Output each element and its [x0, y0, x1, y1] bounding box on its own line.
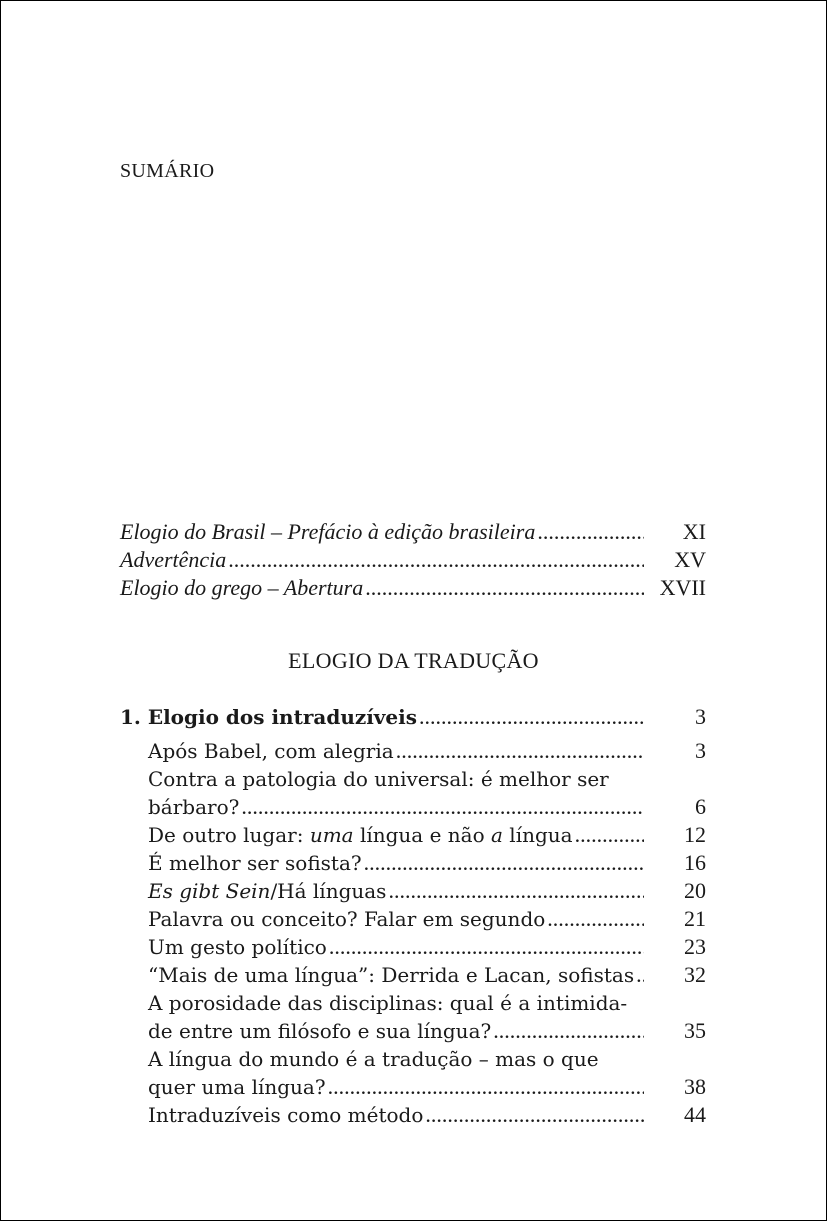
dot-leader	[425, 1101, 644, 1129]
toc-entry[interactable]	[120, 933, 706, 961]
toc-entry-title: Es gibt Sein/Há línguas	[148, 879, 387, 903]
toc-entry-title: Elogio do grego – Abertura	[120, 575, 364, 600]
dot-leader	[537, 518, 644, 546]
toc-entry-title: Elogio do Brasil – Prefácio à edição brasileira	[120, 519, 536, 544]
toc-entry-title: É melhor ser sofista?	[148, 851, 362, 875]
toc-entry[interactable]	[120, 1101, 706, 1129]
toc-entry-page: 6	[695, 794, 706, 819]
toc-entry-title-line: A porosidade das disciplinas: qual é a intimida-	[148, 991, 628, 1015]
toc-entry[interactable]	[120, 905, 706, 933]
dot-leader	[328, 1073, 644, 1101]
toc-entry-title: Palavra ou conceito? Falar em segundo	[148, 907, 546, 931]
toc-entry-page: 21	[684, 906, 706, 931]
section-heading: ELOGIO DA TRADUÇÃO	[288, 648, 539, 673]
toc-entry-page: 20	[684, 878, 706, 903]
dot-leader	[575, 821, 644, 849]
dot-leader	[547, 905, 644, 933]
toc-entry-page: 35	[684, 1018, 706, 1043]
toc-entry[interactable]	[120, 849, 706, 877]
dot-leader	[241, 793, 644, 821]
toc-entry-page: 12	[684, 822, 706, 847]
chapter-title: 1. Elogio dos intraduzíveis	[120, 705, 418, 729]
dot-leader	[388, 877, 644, 905]
toc-entry[interactable]	[120, 877, 706, 905]
dot-leader	[364, 849, 644, 877]
toc-entry-title: De outro lugar: uma língua e não a língua	[148, 823, 573, 847]
toc-entry-title: Intraduzíveis como método	[148, 1103, 424, 1127]
toc-entry-page: 32	[684, 962, 706, 987]
toc-entry-page: XV	[674, 547, 706, 572]
toc-entry-title: “Mais de uma língua”: Derrida e Lacan, sofistas	[148, 963, 635, 987]
front-matter-list	[120, 518, 706, 602]
dot-leader	[493, 1017, 644, 1045]
page-title: SUMÁRIO	[120, 160, 215, 182]
toc-entry[interactable]	[120, 546, 706, 574]
dot-leader	[329, 933, 644, 961]
dot-leader	[365, 574, 644, 602]
chapter-toc	[120, 703, 706, 1129]
toc-entry-page: XI	[682, 519, 706, 544]
toc-entry-title-line: A língua do mundo é a tradução – mas o que	[148, 1047, 599, 1071]
toc-entry[interactable]	[120, 821, 706, 849]
toc-entry-page: XVII	[659, 575, 706, 600]
toc-entry-title: Advertência	[120, 547, 227, 572]
dot-leader	[396, 737, 644, 765]
toc-entry[interactable]	[120, 961, 706, 989]
toc-entry[interactable]	[120, 1045, 706, 1101]
dot-leader	[419, 703, 644, 731]
toc-entry[interactable]	[120, 737, 706, 765]
chapter-entry[interactable]	[120, 703, 706, 731]
toc-entry-page: 3	[695, 738, 706, 763]
toc-entry-title: Um gesto político	[148, 935, 327, 959]
toc-entry-title-line: Contra a patologia do universal: é melhor ser	[148, 767, 609, 791]
toc-entry-title: de entre um filósofo e sua língua?	[148, 1019, 492, 1043]
toc-entry-title: Após Babel, com alegria	[148, 739, 394, 763]
toc-entry[interactable]	[120, 518, 706, 546]
toc-entry[interactable]	[120, 989, 706, 1045]
toc-entry-page: 16	[684, 850, 706, 875]
toc-entry-page: 23	[684, 934, 706, 959]
chapter-page: 3	[695, 704, 706, 729]
toc-entry-page: 38	[684, 1074, 706, 1099]
toc-entry[interactable]	[120, 765, 706, 821]
dot-leader	[228, 546, 644, 574]
dot-leader	[636, 961, 644, 989]
toc-entry-title: quer uma língua?	[148, 1075, 326, 1099]
toc-entry-page: 44	[684, 1102, 706, 1127]
toc-entry-title: bárbaro?	[148, 795, 240, 819]
toc-entry[interactable]	[120, 574, 706, 602]
